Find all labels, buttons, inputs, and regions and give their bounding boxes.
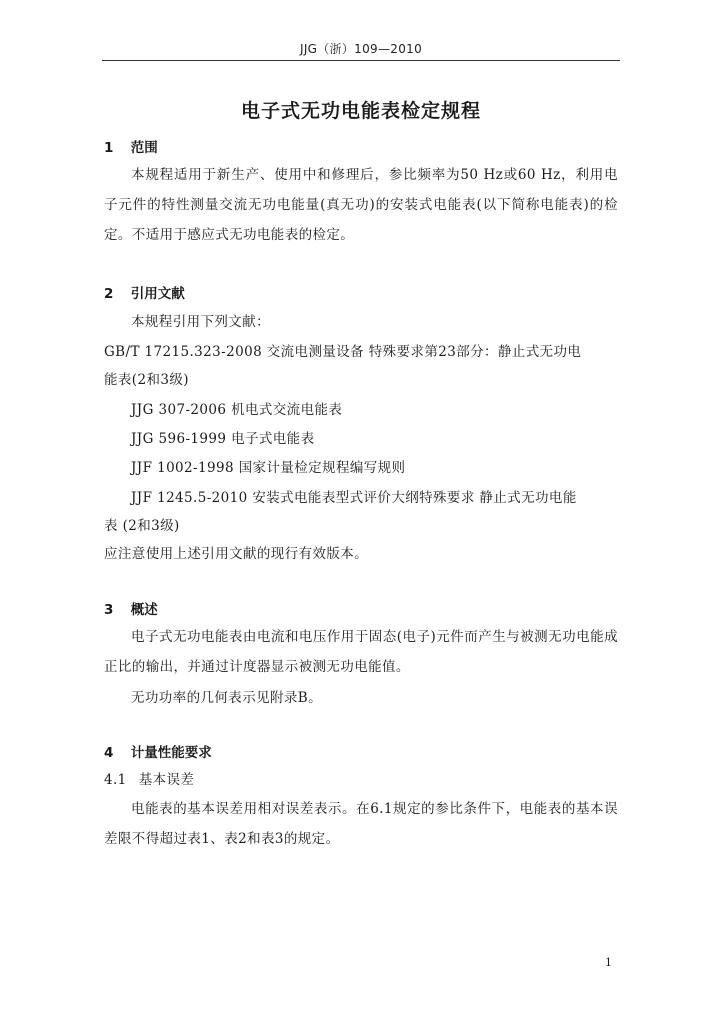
- references-intro: 本规程引用下列文献：: [131, 314, 270, 330]
- basic-error-paragraph: 电能表的基本误差用相对误差表示。在6.1规定的参比条件下，电能表的基本误差限不得超过表1、表2和表3的规定。: [104, 801, 618, 847]
- section-3-number: 3: [104, 602, 114, 618]
- header-divider: [102, 60, 620, 61]
- reference-jjf1245-line2: 表 (2和3级): [104, 518, 180, 534]
- page-header-code: JJG（浙）109—2010: [299, 42, 423, 56]
- section-3-heading: [104, 598, 158, 618]
- reference-jjf1002: JJF 1002-1998 国家计量检定规程编写规则: [131, 460, 406, 476]
- scope-paragraph: 本规程适用于新生产、使用中和修理后，参比频率为50 Hz或60 Hz，利用电子元件的特性测量交流无功电能量(真无功)的安装式电能表(以下简称电能表)的检定。不适用于感应式无功电能表的检定。: [104, 167, 618, 243]
- document-title: 电子式无功电能表检定规程: [240, 100, 481, 122]
- subsection-4-1-title: 基本误差: [138, 772, 195, 788]
- section-2-heading: [104, 282, 185, 302]
- section-4-title: 计量性能要求: [130, 745, 212, 761]
- reference-gbt17215-line2: 能表(2和3级): [104, 372, 189, 388]
- reference-gbt17215-line1: GB/T 17215.323-2008 交流电测量设备 特殊要求第23部分：静止式无功电: [104, 344, 582, 360]
- overview-paragraph-1: 电子式无功电能表由电流和电压作用于固态(电子)元件而产生与被测无功电能成正比的输出，并通过计度器显示被测无功电能值。: [104, 629, 618, 675]
- subsection-4-1-heading: [104, 768, 194, 788]
- section-4-number: 4: [104, 745, 114, 761]
- reference-jjf1245-line1: JJF 1245.5-2010 安装式电能表型式评价大纲特殊要求 静止式无功电能: [131, 490, 577, 506]
- section-1-number: 1: [104, 140, 114, 156]
- section-1-heading: [104, 136, 158, 156]
- subsection-4-1-number: 4.1: [104, 772, 127, 788]
- overview-paragraph-2: 无功功率的几何表示见附录B。: [131, 690, 323, 706]
- section-2-number: 2: [104, 286, 114, 302]
- reference-jjg596: JJG 596-1999 电子式电能表: [131, 431, 315, 447]
- references-note: 应注意使用上述引用文献的现行有效版本。: [104, 546, 369, 562]
- page-number: 1: [605, 956, 612, 969]
- section-4-heading: [104, 741, 212, 761]
- reference-jjg307: JJG 307-2006 机电式交流电能表: [131, 402, 343, 418]
- section-1-title: 范围: [130, 140, 158, 156]
- section-2-title: 引用文献: [130, 286, 185, 302]
- section-3-title: 概述: [130, 602, 158, 618]
